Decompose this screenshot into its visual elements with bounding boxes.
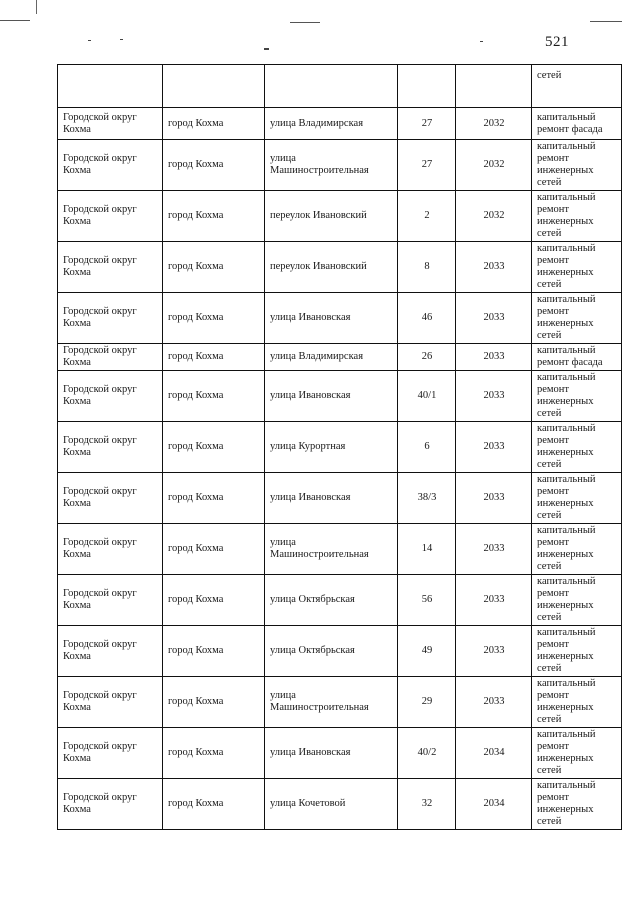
cell-work-type: капитальный ремонт инженерных сетей xyxy=(532,677,622,728)
cell-work-type: капитальный ремонт инженерных сетей xyxy=(532,779,622,830)
cell-year xyxy=(456,65,532,108)
cell-year: 2033 xyxy=(456,344,532,371)
scan-mark xyxy=(480,41,483,42)
cell-work-type: капитальный ремонт инженерных сетей xyxy=(532,140,622,191)
cell-street: улица Кочетовой xyxy=(265,779,398,830)
cell-street: улица Машиностроительная xyxy=(265,140,398,191)
cell-city: город Кохма xyxy=(163,242,265,293)
scan-mark xyxy=(290,22,320,23)
cell-street: улица Ивановская xyxy=(265,728,398,779)
cell-work-type: капитальный ремонт инженерных сетей xyxy=(532,242,622,293)
cell-city: город Кохма xyxy=(163,371,265,422)
cell-street: улица Ивановская xyxy=(265,371,398,422)
cell-year: 2034 xyxy=(456,728,532,779)
scan-mark xyxy=(0,20,30,21)
scan-mark xyxy=(36,0,37,14)
cell-house: 27 xyxy=(398,108,456,140)
table-row xyxy=(58,422,622,473)
cell-municipality: Городской округ Кохма xyxy=(58,779,163,830)
cell-house: 29 xyxy=(398,677,456,728)
table-row xyxy=(58,293,622,344)
scan-mark xyxy=(264,48,269,50)
cell-work-type: капитальный ремонт инженерных сетей xyxy=(532,728,622,779)
cell-city: город Кохма xyxy=(163,422,265,473)
cell-year: 2033 xyxy=(456,473,532,524)
cell-work-type: капитальный ремонт фасада xyxy=(532,344,622,371)
cell-municipality xyxy=(58,65,163,108)
cell-city: город Кохма xyxy=(163,140,265,191)
cell-house: 32 xyxy=(398,779,456,830)
table-row xyxy=(58,191,622,242)
cell-house: 14 xyxy=(398,524,456,575)
cell-street: улица Курортная xyxy=(265,422,398,473)
cell-street: улица Ивановская xyxy=(265,473,398,524)
table-row xyxy=(58,140,622,191)
cell-street: улица Владимирская xyxy=(265,344,398,371)
table-row xyxy=(58,524,622,575)
cell-city: город Кохма xyxy=(163,728,265,779)
scan-mark xyxy=(120,39,123,40)
cell-house: 38/3 xyxy=(398,473,456,524)
cell-year: 2032 xyxy=(456,191,532,242)
registry-table xyxy=(57,64,622,830)
cell-street: улица Владимирская xyxy=(265,108,398,140)
cell-municipality: Городской округ Кохма xyxy=(58,728,163,779)
cell-work-type: сетей xyxy=(532,65,622,108)
cell-year: 2033 xyxy=(456,422,532,473)
cell-house xyxy=(398,65,456,108)
cell-house: 40/1 xyxy=(398,371,456,422)
cell-municipality: Городской округ Кохма xyxy=(58,575,163,626)
cell-house: 56 xyxy=(398,575,456,626)
cell-city: город Кохма xyxy=(163,524,265,575)
table-row xyxy=(58,779,622,830)
cell-city: город Кохма xyxy=(163,473,265,524)
cell-city: город Кохма xyxy=(163,191,265,242)
cell-city: город Кохма xyxy=(163,293,265,344)
cell-municipality: Городской округ Кохма xyxy=(58,626,163,677)
table-row xyxy=(58,242,622,293)
page-number: 521 xyxy=(545,34,569,50)
table-row xyxy=(58,371,622,422)
cell-municipality: Городской округ Кохма xyxy=(58,524,163,575)
cell-house: 2 xyxy=(398,191,456,242)
table-row-continued xyxy=(58,65,622,108)
cell-year: 2033 xyxy=(456,371,532,422)
cell-street: улица Машиностроительная xyxy=(265,677,398,728)
cell-municipality: Городской округ Кохма xyxy=(58,191,163,242)
cell-house: 40/2 xyxy=(398,728,456,779)
cell-city: город Кохма xyxy=(163,344,265,371)
cell-year: 2033 xyxy=(456,293,532,344)
cell-municipality: Городской округ Кохма xyxy=(58,293,163,344)
cell-city: город Кохма xyxy=(163,626,265,677)
cell-work-type: капитальный ремонт фасада xyxy=(532,108,622,140)
table-row xyxy=(58,728,622,779)
cell-year: 2033 xyxy=(456,575,532,626)
cell-work-type: капитальный ремонт инженерных сетей xyxy=(532,524,622,575)
cell-year: 2032 xyxy=(456,108,532,140)
cell-municipality: Городской округ Кохма xyxy=(58,242,163,293)
cell-work-type: капитальный ремонт инженерных сетей xyxy=(532,473,622,524)
table-row xyxy=(58,344,622,371)
cell-work-type: капитальный ремонт инженерных сетей xyxy=(532,293,622,344)
table-row xyxy=(58,626,622,677)
cell-house: 27 xyxy=(398,140,456,191)
scan-mark xyxy=(590,21,622,22)
cell-year: 2033 xyxy=(456,626,532,677)
cell-house: 46 xyxy=(398,293,456,344)
cell-house: 26 xyxy=(398,344,456,371)
scan-mark xyxy=(88,40,91,41)
cell-year: 2033 xyxy=(456,242,532,293)
cell-work-type: капитальный ремонт инженерных сетей xyxy=(532,191,622,242)
table-row xyxy=(58,677,622,728)
cell-year: 2033 xyxy=(456,677,532,728)
cell-street: улица Октябрьская xyxy=(265,575,398,626)
table-row xyxy=(58,575,622,626)
cell-city: город Кохма xyxy=(163,108,265,140)
cell-street xyxy=(265,65,398,108)
cell-city: город Кохма xyxy=(163,677,265,728)
cell-street: улица Ивановская xyxy=(265,293,398,344)
cell-house: 49 xyxy=(398,626,456,677)
cell-work-type: капитальный ремонт инженерных сетей xyxy=(532,575,622,626)
cell-work-type: капитальный ремонт инженерных сетей xyxy=(532,626,622,677)
cell-street: улица Октябрьская xyxy=(265,626,398,677)
cell-work-type: капитальный ремонт инженерных сетей xyxy=(532,371,622,422)
cell-year: 2033 xyxy=(456,524,532,575)
cell-house: 8 xyxy=(398,242,456,293)
cell-work-type: капитальный ремонт инженерных сетей xyxy=(532,422,622,473)
cell-year: 2032 xyxy=(456,140,532,191)
cell-municipality: Городской округ Кохма xyxy=(58,140,163,191)
cell-city xyxy=(163,65,265,108)
cell-municipality: Городской округ Кохма xyxy=(58,344,163,371)
table-row xyxy=(58,108,622,140)
table-row xyxy=(58,473,622,524)
cell-municipality: Городской округ Кохма xyxy=(58,371,163,422)
cell-city: город Кохма xyxy=(163,575,265,626)
cell-street: переулок Ивановский xyxy=(265,242,398,293)
cell-municipality: Городской округ Кохма xyxy=(58,422,163,473)
cell-year: 2034 xyxy=(456,779,532,830)
cell-house: 6 xyxy=(398,422,456,473)
cell-city: город Кохма xyxy=(163,779,265,830)
cell-municipality: Городской округ Кохма xyxy=(58,677,163,728)
cell-street: переулок Ивановский xyxy=(265,191,398,242)
cell-municipality: Городской округ Кохма xyxy=(58,108,163,140)
cell-municipality: Городской округ Кохма xyxy=(58,473,163,524)
cell-street: улица Машиностроительная xyxy=(265,524,398,575)
